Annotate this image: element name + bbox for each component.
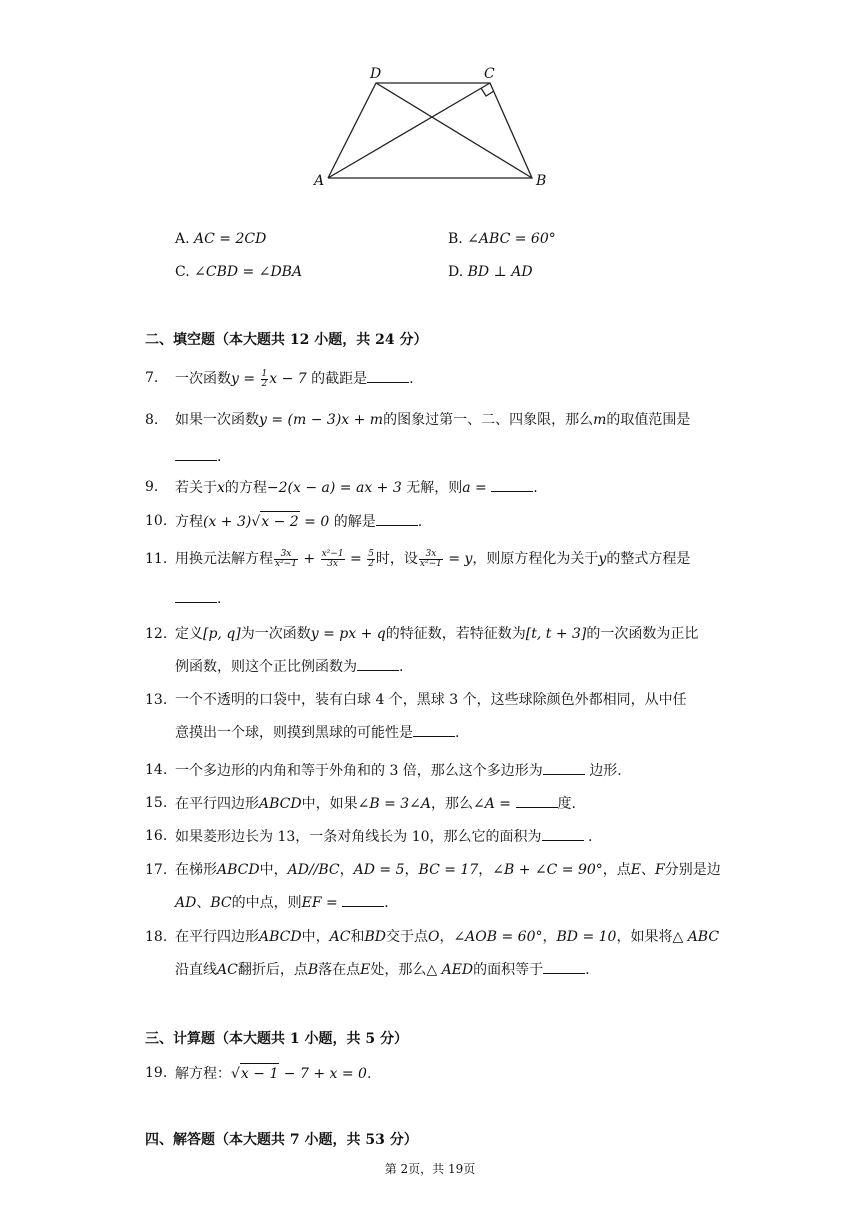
math: B [307, 962, 319, 978]
question-text: 、 [641, 862, 656, 878]
math: AD//BC [287, 862, 340, 878]
math: + [298, 551, 320, 567]
question-text: 处，那么△ [370, 962, 442, 978]
option-a-letter: A. [175, 231, 190, 247]
math: E [630, 862, 642, 878]
fraction [321, 550, 345, 569]
answer-blank[interactable] [175, 588, 217, 603]
option-b-letter: B. [448, 231, 463, 247]
question-text: . [455, 725, 460, 741]
option-c-math: ∠CBD = ∠DBA [194, 264, 303, 280]
answer-blank[interactable] [367, 368, 409, 383]
denominator: 2 [368, 558, 374, 569]
question-text: 的面积等于 [473, 962, 544, 978]
question-text: ， [339, 862, 354, 878]
trapezoid-figure [300, 58, 560, 198]
math: AC [329, 929, 351, 945]
math: ∠AOB = 60° [453, 929, 543, 945]
question-text: ， [478, 862, 493, 878]
math: ∠A = [473, 796, 516, 812]
label-d: D [370, 66, 382, 82]
numerator: 1 [261, 368, 268, 379]
question-text: 的取值范围是 [606, 412, 691, 428]
math: ABC [687, 929, 720, 945]
math: y = [231, 371, 260, 387]
question-number: 9. [145, 479, 159, 495]
question-number: 12. [145, 626, 168, 642]
question-text: . [533, 480, 538, 496]
question-text: 在梯形 [175, 862, 217, 878]
question-text: 交于点 [385, 929, 428, 945]
option-b-math: ∠ABC = 60° [467, 231, 556, 247]
question-text: 、 [196, 895, 211, 911]
question-number: 13. [145, 692, 168, 708]
math: EF = [301, 895, 343, 911]
sqrt-radicand: x − 1 [240, 1063, 279, 1084]
question-text: 的整式方程是 [606, 551, 691, 567]
question-text: 如果菱形边长为 13，一条对角线长为 10，那么它的面积为 [175, 829, 542, 845]
label-c: C [484, 66, 495, 82]
math: ABCD [259, 796, 302, 812]
math: AC [217, 962, 238, 978]
question-number: 10. [145, 513, 168, 529]
answer-blank[interactable] [491, 477, 533, 492]
diagonal-bd [376, 83, 532, 178]
question-text: 沿直线 [175, 962, 217, 978]
question-text: 若关于 [175, 480, 217, 496]
question-text: 的一次函数为正比 [586, 626, 699, 642]
question-text: 的特征数，若特征数为 [385, 626, 526, 642]
question-text: 无解，则 [401, 480, 463, 496]
question-text: 中，如果 [301, 796, 358, 812]
question-text: ， [439, 929, 454, 945]
section-2-title: 二、填空题（本大题共 12 小题，共 24 分） [145, 332, 428, 348]
numerator: 3x [419, 550, 443, 560]
question-text: 方程 [175, 514, 203, 530]
question-text: 的中点，则 [231, 895, 302, 911]
question-text: 一次函数 [175, 371, 231, 387]
math: = [345, 551, 367, 567]
question-text: 解方程： [175, 1066, 231, 1082]
question-text: 的解是 [329, 514, 376, 530]
denominator: x²−1 [419, 558, 442, 569]
question-text: ，如果将△ [616, 929, 688, 945]
question-text: 一个多边形的内角和等于外角和的 3 倍，那么这个多边形为 [175, 763, 543, 779]
page-footer: 第 2页，共 19页 [384, 1162, 476, 1176]
question-text: 意摸出一个球，则摸到黑球的可能性是 [175, 725, 413, 741]
question-text: 的图象过第一、二、四象限，那么 [383, 412, 594, 428]
option-d [448, 262, 533, 282]
question-text: 时，设 [375, 551, 418, 567]
question-text: ， [542, 929, 557, 945]
fraction [419, 550, 443, 569]
question-text: . [399, 659, 404, 675]
question-text: 翻折后，点 [237, 962, 308, 978]
math: [t, t + 3] [525, 626, 587, 642]
option-d-math: BD ⊥ AD [467, 264, 533, 280]
fraction-half [261, 370, 269, 389]
math: a = [462, 480, 492, 496]
question-number: 11. [145, 551, 168, 567]
question-number: 15. [145, 795, 168, 811]
answer-blank[interactable] [543, 760, 585, 775]
question-text: ， [404, 862, 419, 878]
answer-blank[interactable] [175, 446, 217, 461]
math: ∠B + ∠C = 90° [492, 862, 603, 878]
question-number: 18. [145, 929, 168, 945]
math: F [655, 862, 665, 878]
question-text: . [585, 962, 590, 978]
math: ABCD [259, 929, 302, 945]
math: O [427, 929, 440, 945]
question-number: 17. [145, 862, 168, 878]
answer-blank[interactable] [543, 959, 585, 974]
question-text: 的方程 [224, 480, 267, 496]
denominator: 2 [261, 378, 268, 389]
numerator: 5 [368, 548, 374, 559]
question-text: 为一次函数 [240, 626, 311, 642]
math: x [217, 480, 225, 496]
document-page: D C A B A. AC = 2CD B. ∠ABC = 60° C. ∠CBD = ∠DBA D. BD ⊥ AD 二、填空题（本大题共 12 小题，共 24 分） 7. 一次函数y = $\frac{1}{2}$ x − 7 的截距是 . 8. 如果一次函数y = (m − 3)x + m的图象过第一、二、四象限，那么m的取值范围是 . 9. 若关于x的方程−2(x − a) = ax + 3 无解，则a = . 10. 方程(x + 3)√x − 2 = 0 的解是 . 11. 用换元法解方程 $\frac{3x}{\text{x²−1}}$ + $\frac{\text{x²−1}}{3x}$ = $\frac{5}{2}$ 时，设 $\frac{3x}{\text{x²−1}}$ = y，则原方程化为关于y的整式方程是 . 12. 定义[p, q]为一次函数y = px + q的特征数，若特征数为[t, t + 3]的一次函数为正比 例函数，则这个正比例函数为 . 13. 一个不透明的口袋中，装有白球 4 个，黑球 3 个，这些球除颜色外都相同，从中任 意摸出一个球，则摸到黑球的可能性是 . 14. 一个多边形的内角和等于外角和的 3 倍，那么这个多边形为 边形. 15. 在平行四边形ABCD中，如果∠B = 3∠A，那么∠A = 度. 16. 如果菱形边长为 13，一条对角线长为 10，那么它的面积为 . 17. 在梯形ABCD中，AD//BC，AD = 5，BC = 17，∠B + ∠C = 90°，点E、F分别是边 AD、BC的中点，则EF = . 18. 在平行四边形ABCD中，AC和BD交于点O，∠AOB = 60°，BD = 10，如果将△ ABC 沿直线AC翻折后，点B落在点E处，那么△ AED的面积等于 . 三、计算题（本大题共 1 小题，共 5 分） 19. 解方程：√x − 1 − 7 + x = 0. 四、解答题（本大题共 7 小题，共 53 分） 第 2页，共 19页 [0, 0, 860, 1216]
sqrt-radicand: x − 2 [260, 511, 299, 532]
question-text: . [366, 1066, 372, 1082]
answer-blank[interactable] [516, 793, 558, 808]
question-text: 在平行四边形 [175, 796, 259, 812]
label-b: B [536, 173, 547, 189]
question-number: 16. [145, 828, 168, 844]
trapezoid-outline [328, 83, 532, 178]
question-text: 和 [350, 929, 365, 945]
option-d-letter: D. [448, 264, 464, 280]
option-c-letter: C. [175, 264, 190, 280]
math: (x + 3) [203, 514, 252, 530]
math: E [360, 962, 371, 978]
question-text: . [217, 449, 222, 465]
math: BC [210, 895, 232, 911]
denominator: 3x [327, 558, 338, 569]
question-text: 定义 [175, 626, 203, 642]
label-a: A [314, 173, 325, 189]
question-text: 分别是边 [664, 862, 721, 878]
math: y = (m − 3)x + m [259, 412, 384, 428]
answer-blank[interactable] [542, 826, 584, 841]
math: y [598, 551, 607, 567]
question-text: ，则原方程化为关于 [472, 551, 599, 567]
answer-blank[interactable] [376, 511, 418, 526]
option-b [448, 229, 556, 249]
answer-blank[interactable] [342, 892, 384, 907]
question-text: 例函数，则这个正比例函数为 [175, 659, 357, 675]
numerator: x²−1 [321, 548, 344, 559]
question-number: 19. [145, 1065, 168, 1081]
math: x − 7 [269, 371, 307, 387]
math: y = px + q [310, 626, 386, 642]
denominator: x²−1 [275, 558, 297, 569]
question-text: 中， [301, 929, 330, 945]
section-3-title: 三、计算题（本大题共 1 小题，共 5 分） [145, 1031, 408, 1047]
option-a-math: AC = 2CD [194, 231, 267, 247]
math: = 0 [299, 514, 330, 530]
math: BC = 17 [418, 862, 479, 878]
math: AD [175, 895, 197, 911]
math: BD [364, 929, 386, 945]
question-number: 14. [145, 762, 168, 778]
question-text: 如果一次函数 [175, 412, 259, 428]
question-text: 中， [259, 862, 288, 878]
question-text: . [409, 371, 414, 387]
math: m [593, 412, 607, 428]
question-text: 在平行四边形 [175, 929, 259, 945]
question-text: 边形. [584, 763, 622, 779]
math: ABCD [217, 862, 260, 878]
math: AD = 5 [353, 862, 405, 878]
math: AED [441, 962, 474, 978]
question-text: 一个不透明的口袋中，装有白球 4 个，黑球 3 个，这些球除颜色外都相同，从中任 [175, 692, 687, 708]
numerator: 3x [274, 550, 298, 560]
math: = y [443, 551, 473, 567]
math: − 7 + x = 0 [279, 1066, 367, 1082]
question-number: 8. [145, 412, 159, 428]
section-4-title: 四、解答题（本大题共 7 小题，共 53 分） [145, 1132, 418, 1148]
question-text: ，点 [602, 862, 631, 878]
question-text: ，那么 [431, 796, 474, 812]
question-text: 的截距是 [306, 371, 368, 387]
question-text: . [384, 895, 389, 911]
question-number: 7. [145, 370, 159, 386]
math: ∠B = 3∠A [357, 796, 432, 812]
fraction [367, 550, 375, 569]
question-text: 落在点 [318, 962, 361, 978]
option-c [175, 262, 302, 282]
math: −2(x − a) = ax + 3 [266, 480, 402, 496]
question-text: 用换元法解方程 [175, 551, 273, 567]
trapezoid-diagram [300, 58, 560, 198]
answer-blank[interactable] [357, 656, 399, 671]
question-text: . [417, 514, 423, 530]
question-text: . [583, 829, 593, 845]
math: [p, q] [203, 626, 241, 642]
math: BD = 10 [556, 929, 617, 945]
answer-blank[interactable] [413, 722, 455, 737]
fraction [274, 550, 298, 569]
option-a [175, 229, 266, 249]
question-text: . [217, 591, 222, 607]
question-text: 度. [557, 796, 576, 812]
